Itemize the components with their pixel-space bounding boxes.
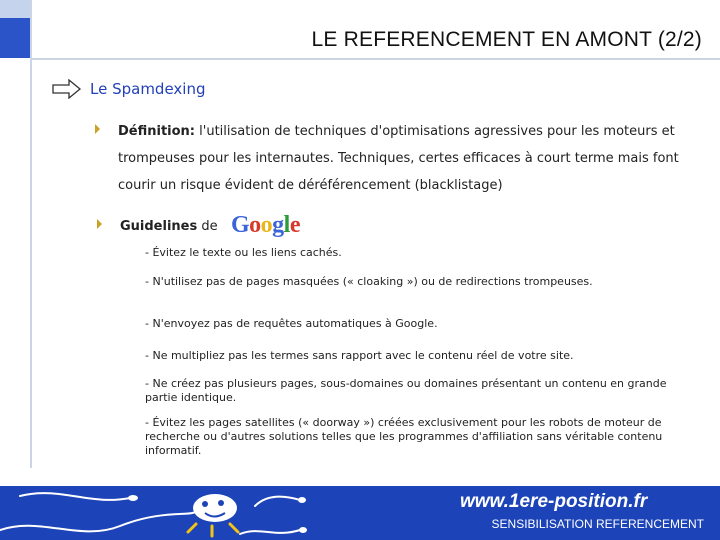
guideline-item: - Évitez les pages satellites (« doorway ») créées exclusivement pour les robots de moteur de recherche ou d'autres solutions telles que les programmes d'affiliation sans véritable contenu informatif. [145, 416, 663, 457]
bullet-icon [97, 219, 102, 229]
guideline-item: - N'envoyez pas de requêtes automatiques à Google. [145, 317, 438, 330]
google-logo: Google [231, 212, 300, 238]
definition-label: Définition: [118, 124, 196, 139]
footer-subtitle: SENSIBILISATION REFERENCEMENT [491, 517, 704, 531]
decor-square-light [0, 0, 30, 18]
frame-horizontal-line [30, 58, 720, 60]
page-title: LE REFERENCEMENT EN AMONT (2/2) [311, 28, 702, 51]
guideline-item: - N'utilisez pas de pages masquées (« cloaking ») ou de redirections trompeuses. [145, 275, 593, 288]
bullet-icon [95, 124, 100, 134]
guidelines-connector: de [197, 219, 218, 234]
definition-text: l'utilisation de techniques d'optimisations agressives pour les moteurs et trompeuses pour les internautes. Techniques, certes efficaces à court terme mais font courir un risque évident de déréférencement (blacklistage) [118, 124, 679, 193]
guideline-item: - Évitez le texte ou les liens cachés. [145, 246, 342, 259]
guideline-item: - Ne multipliez pas les termes sans rapport avec le contenu réel de votre site. [145, 349, 574, 362]
section-title: Le Spamdexing [90, 80, 206, 98]
guideline-item: - Ne créez pas plusieurs pages, sous-domaines ou domaines présentant un contenu en grande partie identique. [145, 377, 667, 404]
guidelines-label: Guidelines [120, 219, 198, 234]
definition-paragraph [118, 118, 698, 199]
guidelines-heading [120, 219, 218, 234]
sperm-illustration-icon [0, 486, 330, 540]
frame-vertical-line [30, 0, 32, 468]
hollow-arrow-icon [52, 79, 82, 99]
decor-square-blue [0, 18, 30, 58]
footer-url[interactable]: www.1ere-position.fr [460, 491, 648, 512]
